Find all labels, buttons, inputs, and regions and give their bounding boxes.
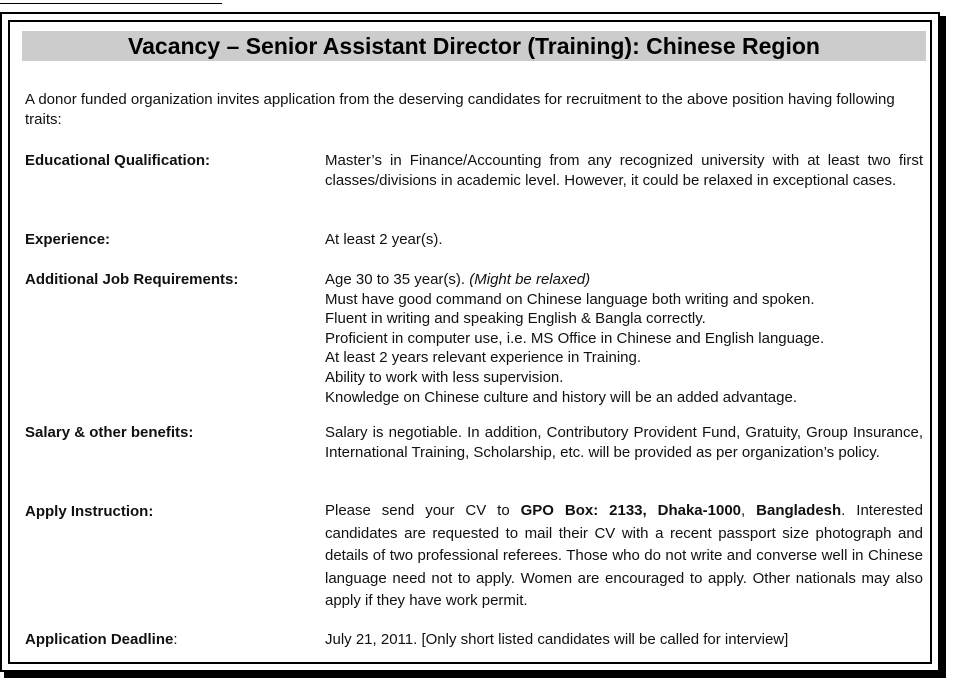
frame-shadow-bottom (4, 672, 946, 678)
requirement-item: At least 2 years relevant experience in Training. (325, 349, 642, 367)
requirement-item: Fluent in writing and speaking English & Bangla correctly. (325, 310, 706, 328)
deadline-text: July 21, 2011. [Only short listed candidates will be called for interview] (325, 631, 789, 648)
deadline-label: Application Deadline: (25, 631, 178, 648)
requirement-item: Proficient in computer use, i.e. MS Office in Chinese and English language. (325, 329, 825, 347)
salary-label: Salary & other benefits: (25, 424, 194, 441)
age-note: (Might be relaxed) (469, 271, 591, 288)
requirements-list (325, 270, 923, 407)
apply-country: Bangladesh (756, 502, 842, 519)
requirement-age: Age 30 to 35 year(s). (Might be relaxed) (325, 271, 591, 288)
experience-label: Experience: (25, 231, 111, 248)
intro-paragraph: A donor funded organization invites application from the deserving candidates for recruitment to the above position having following traits: (25, 91, 895, 128)
apply-text: Please send your CV to GPO Box: 2133, Dhaka-1000, Bangladesh. Interested candidates are requested to mail their CV with a recent passport size photograph and details of two professional referees. Those who do not write and converse well in Chinese language need not to apply. Women are encouraged to apply. Other nationals may also apply if they have work permit. (325, 502, 923, 609)
apply-label: Apply Instruction: (25, 503, 154, 520)
requirement-item: Knowledge on Chinese culture and history will be an added advantage. (325, 388, 797, 406)
education-label: Educational Qualification: (25, 152, 211, 169)
frame-shadow-right (940, 16, 946, 678)
requirement-item: Ability to work with less supervision. (325, 368, 564, 386)
education-text: Master’s in Finance/Accounting from any recognized university with at least two first classes/divisions in academic level. However, it could be relaxed in exceptional cases. (325, 152, 923, 189)
experience-text: At least 2 year(s). (325, 231, 443, 248)
vacancy-title: Vacancy – Senior Assistant Director (Training): Chinese Region (22, 31, 926, 61)
requirements-label: Additional Job Requirements: (25, 271, 239, 288)
top-rule (0, 3, 222, 4)
salary-text: Salary is negotiable. In addition, Contributory Provident Fund, Gratuity, Group Insurance, International Training, Scholarship, etc. will be provided as per organization’s policy. (325, 424, 923, 461)
apply-address: GPO Box: 2133, Dhaka-1000 (520, 502, 742, 519)
requirement-item: Must have good command on Chinese language both writing and spoken. (325, 290, 815, 308)
